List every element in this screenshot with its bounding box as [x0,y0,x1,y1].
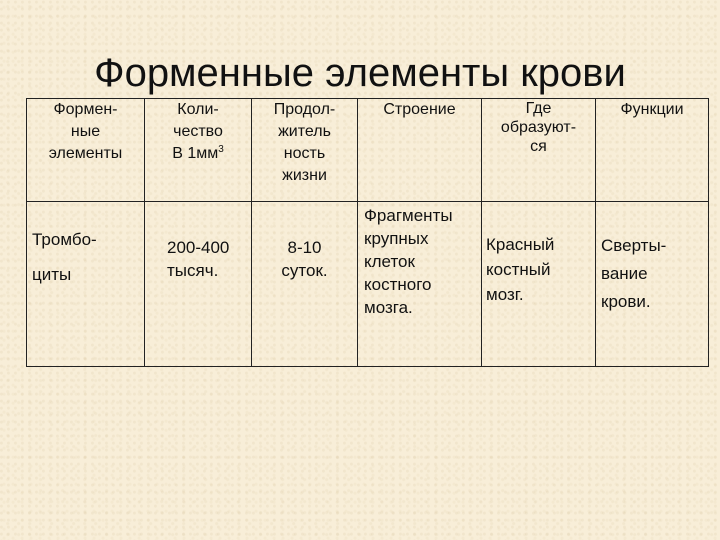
header-origin [482,99,596,202]
header-elements-line: Формен- [53,101,118,118]
header-lifespan-line: житель [278,123,331,140]
cell-count-line: 200-400 [167,238,230,257]
table-header-row [27,99,709,202]
header-count [145,99,252,202]
cell-structure-line: крупных [364,229,429,248]
cell-origin-line: костный [486,260,551,279]
header-count-line: Коли- [177,101,219,118]
header-structure [358,99,482,202]
cell-element-line: циты [32,265,72,284]
header-structure-line: Строение [383,101,456,118]
blood-elements-table [26,98,709,367]
cell-function [596,202,709,367]
cell-origin [482,202,596,367]
cell-function-line: Сверты- [601,236,667,255]
header-elements [27,99,145,202]
header-origin-line: Где [525,100,552,117]
header-elements-line: элементы [48,145,123,162]
cell-function-line: крови. [601,292,651,311]
header-count-unit [149,143,247,165]
header-origin-line: ся [530,138,547,155]
cell-structure-line: клеток [364,252,415,271]
slide-title: Форменные элементы крови [94,51,626,95]
cell-lifespan-line: суток. [281,261,328,280]
header-count-line: чество [173,123,223,140]
header-elements-line: ные [70,123,101,140]
header-lifespan-line: ность [283,145,326,162]
header-origin-line: образуют- [500,119,577,136]
cell-element [27,202,145,367]
cell-structure-line: костного [364,275,432,294]
cell-origin-line: мозг. [486,285,524,304]
header-count-unit-sup: 3 [218,144,224,155]
cell-element-line: Тромбо- [32,230,97,249]
header-function-line: Функции [620,101,684,118]
header-lifespan [252,99,358,202]
header-lifespan-line: жизни [282,167,327,184]
cell-lifespan [252,202,358,367]
cell-structure-line: Фрагменты [364,206,453,225]
header-lifespan-line: Продол- [273,101,336,118]
cell-origin-line: Красный [486,235,555,254]
cell-count [145,202,252,367]
table-row [27,202,709,367]
cell-function-line: вание [601,264,648,283]
cell-structure-line: мозга. [364,298,413,317]
header-count-unit-text: В 1мм [172,145,219,162]
cell-lifespan-line: 8-10 [287,238,322,257]
header-function [596,99,709,202]
cell-count-line: тысяч. [167,261,219,280]
cell-structure [358,202,482,367]
